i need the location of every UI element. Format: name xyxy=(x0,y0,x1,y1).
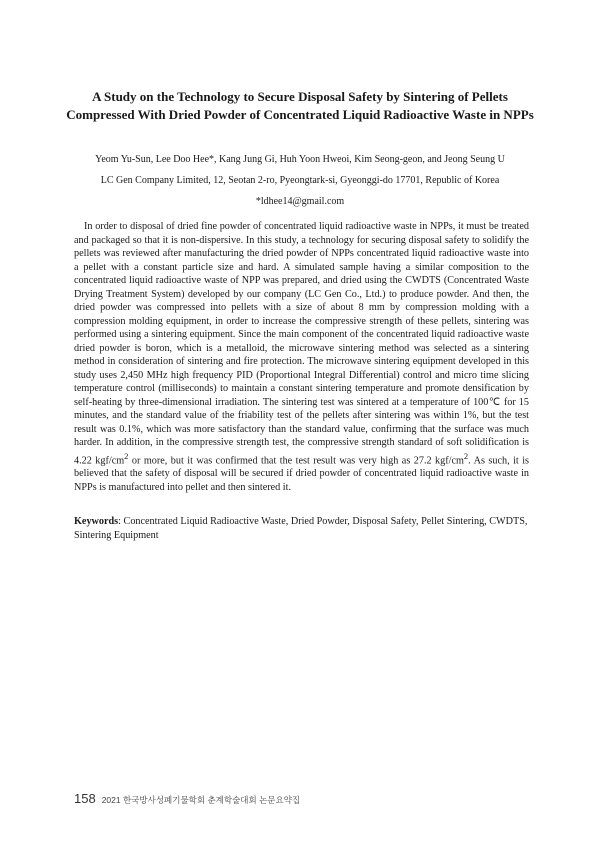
keywords-label: Keywords xyxy=(74,516,119,527)
author-list: Yeom Yu-Sun, Lee Doo Hee*, Kang Jung Gi, Huh Yoon Hweoi, Kim Seong-geon, and Jeong Seung U xyxy=(95,154,505,165)
abstract-body xyxy=(74,220,529,494)
page-footer xyxy=(74,791,300,809)
author-affiliation: LC Gen Company Limited, 12, Seotan 2-ro, Pyeongtark-si, Gyeonggi-do 17701, Republic of Korea xyxy=(100,175,500,186)
keywords-section xyxy=(74,515,529,542)
abstract-text-part3: . As such, it is believed that the safety of disposal will be secured if dried powder of concentrated liquid radioactive waste in NPPs is manufactured into pellet and then sintered it. xyxy=(74,454,529,493)
paper-title: A Study on the Technology to Secure Disposal Safety by Sintering of Pellets Compressed With Dried Powder of Concentrated Liquid Radioactive Waste in NPPs xyxy=(66,89,534,122)
conference-name: 2021 한국방사성폐기물학회 춘계학술대회 논문요약집 xyxy=(101,795,301,805)
page-number: 158 xyxy=(74,791,96,806)
abstract-text-part1: In order to disposal of dried fine powder of concentrated liquid radioactive waste in NPPs, it must be treated and packaged so that it is non-dispersive. In this study, a technology for securing disposal safety to solidify the pellets was reviewed after manufacturing the dried powder of NPPs concentrated liquid radioactive waste into a pellet with a constant particle size and hard. A simulated sample having a similar composition to the concentrated liquid radioactive waste of NPP was prepared, and dried using the CWDTS (Concentrated Waste Drying Treatment System) developed by our company (LC Gen Co., Ltd.) to produce powder. And then, the dried powder was compressed into pellets with a size of about 8 mm by compression molding with a compression molding equipment, in order to increase the compressive strength of these pellets, sintering was performed using a sintering equipment. Since the main component of the concentrated liquid radioactive waste dried powder is boron, which is a metalloid, the microwave sintering method was selected as a sintering method in consideration of sintering and fire protection. The microwave sintering equipment developed in this study uses 2,450 MHz high frequency PID (Proportional Integral Differential) control and micro time slicing temperature control (milliseconds) to maintain a constant sintering temperature and promote densification by self-heating by three-dimensional irradiation. The sintering test was sintered at a temperature of 100℃ for 15 minutes, and the standard value of the friability test of the pellets after sintering was within 1%, but the test result was 0.1%, which was more satisfactory than the standard value, confirming that the surface was much harder. In addition, in the compressive strength test, the compressive strength standard of soft solidification is 4.22 kgf/cm xyxy=(74,221,529,466)
corresponding-email: *ldhee14@gmail.com xyxy=(255,196,345,207)
abstract-text-part2: or more, but it was confirmed that the test result was very high as 27.2 kgf/cm xyxy=(128,454,464,466)
superscript-unit-1: 2 xyxy=(124,450,129,461)
keywords-text: : Concentrated Liquid Radioactive Waste, Dried Powder, Disposal Safety, Pellet Sintering, CWDTS, Sintering Equipment xyxy=(74,516,528,541)
superscript-unit-2: 2 xyxy=(463,450,469,461)
